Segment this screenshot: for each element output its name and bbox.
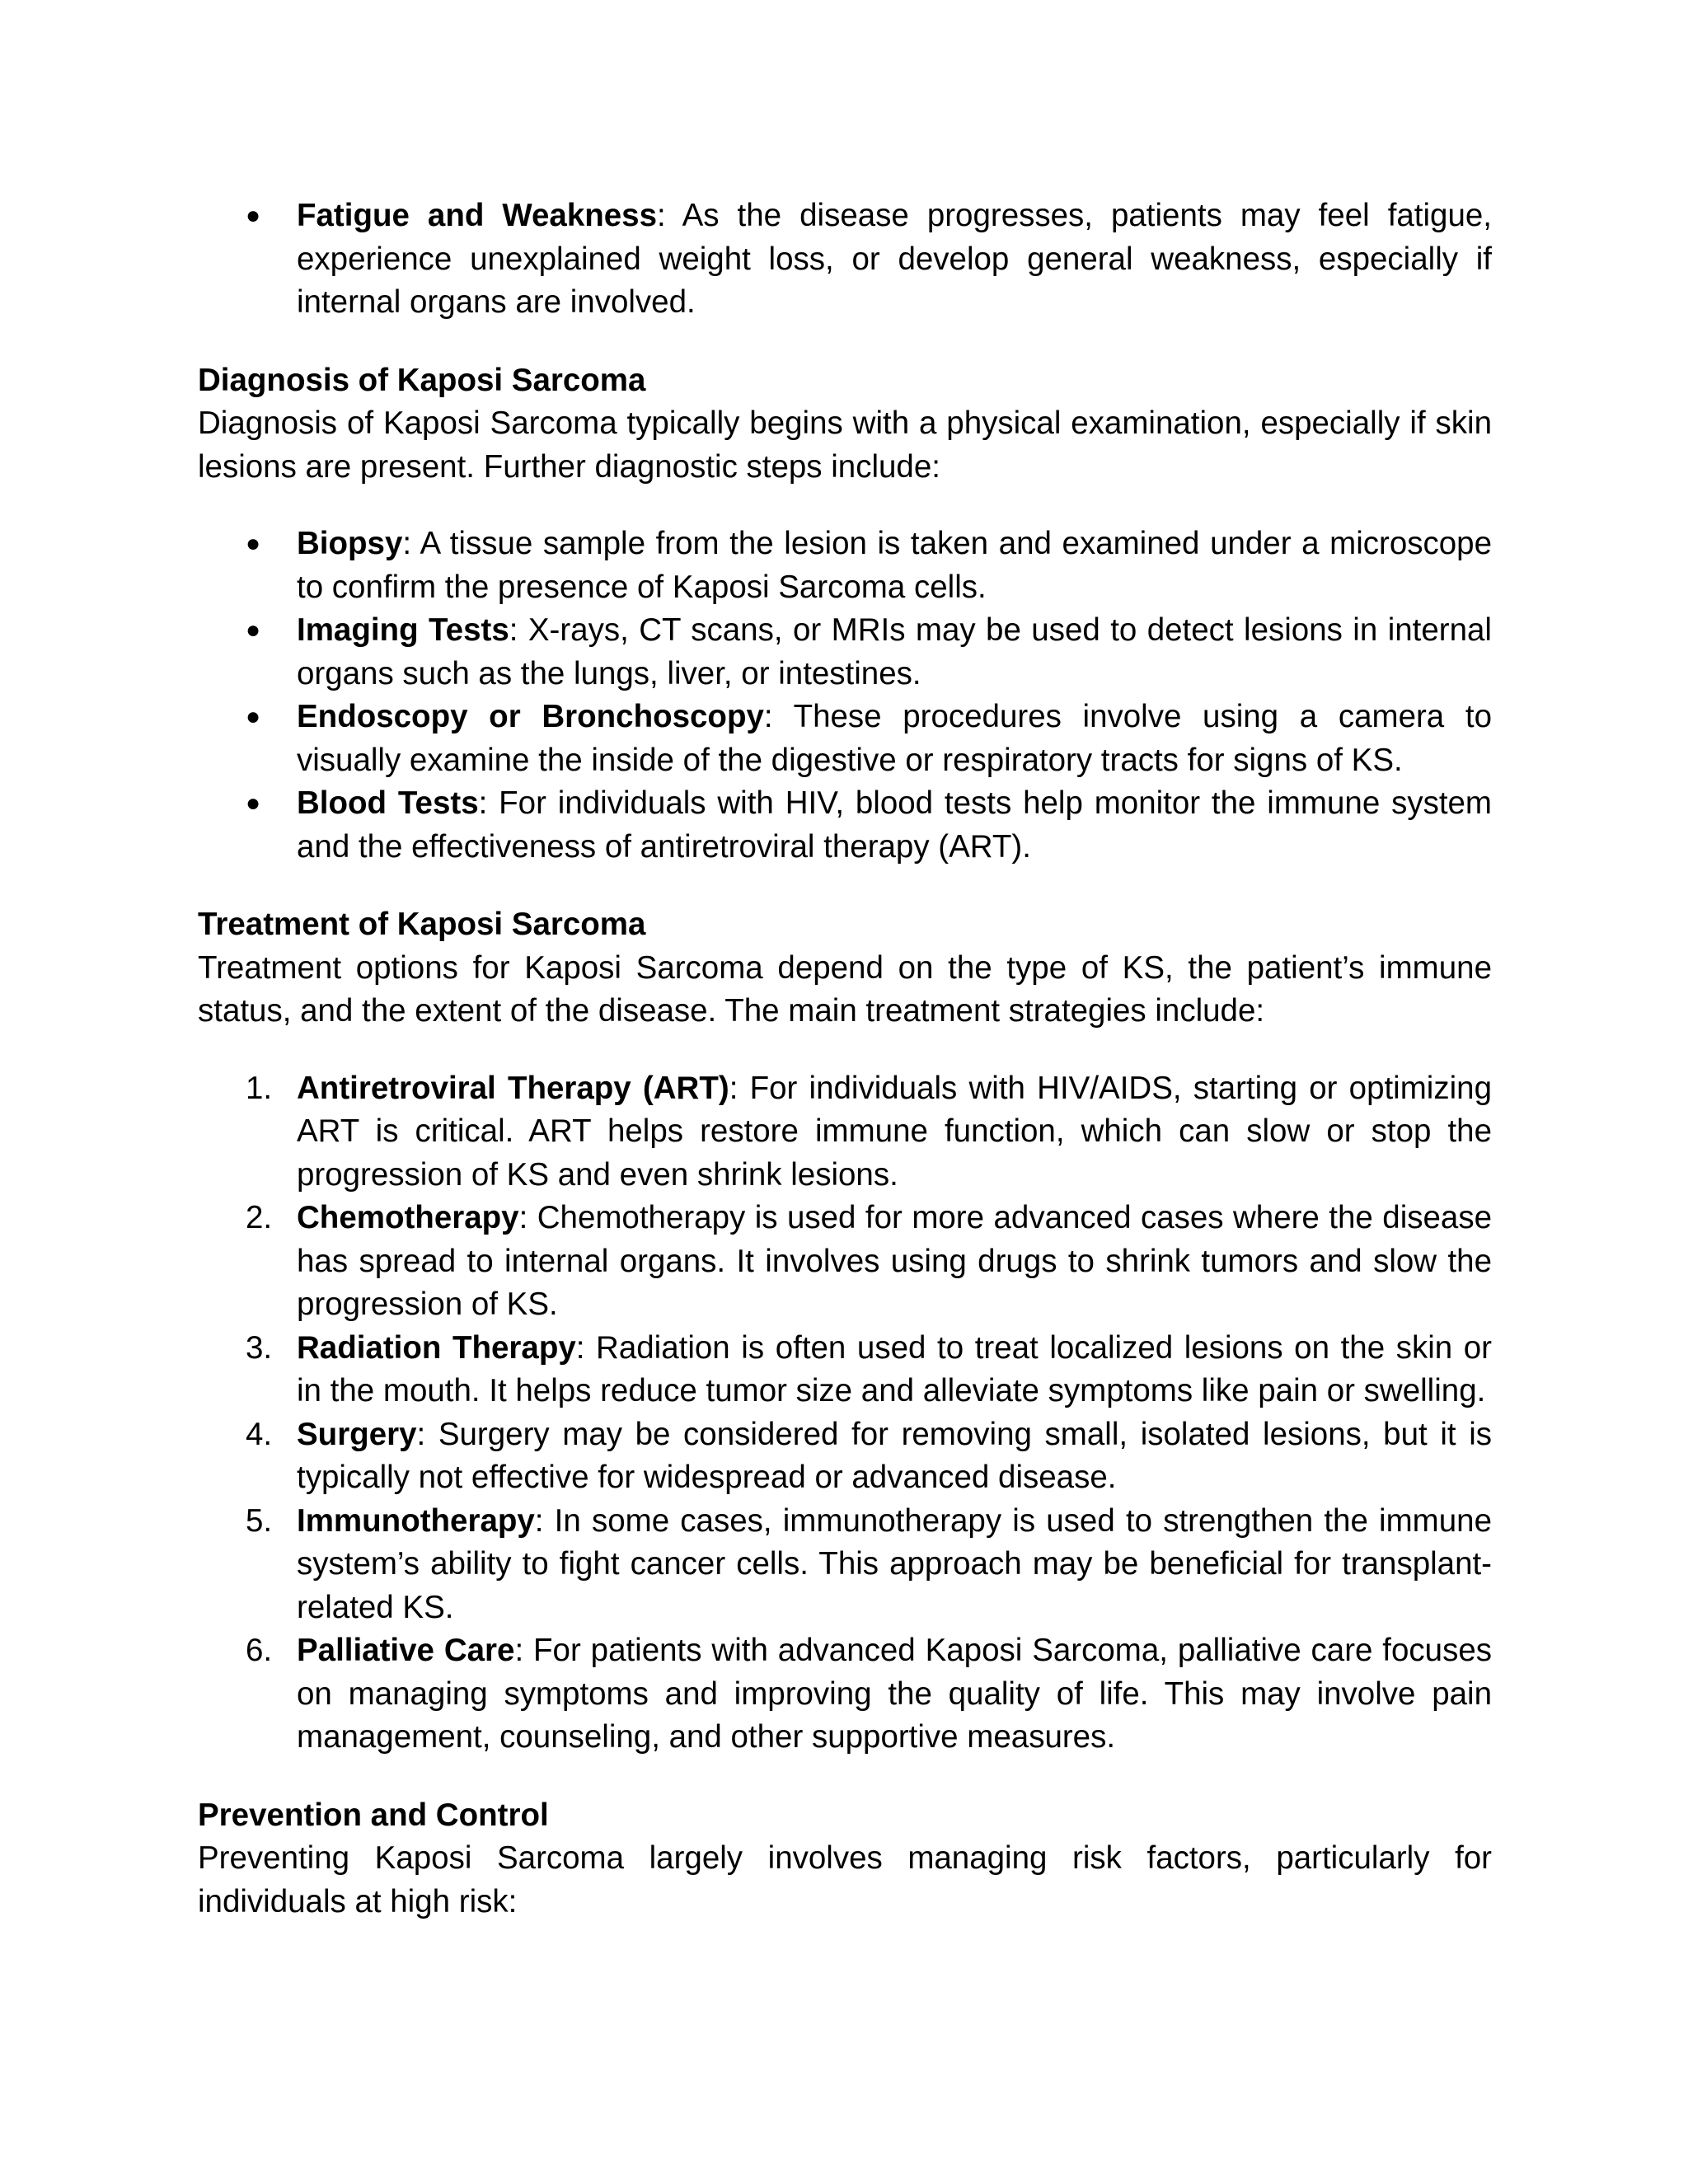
bullet-icon: ●: [246, 703, 261, 730]
list-item: [198, 1197, 1492, 1327]
list-number: 4.: [246, 1416, 273, 1452]
list-number: 6.: [246, 1633, 273, 1668]
list-item: [198, 194, 1492, 325]
list-item: [198, 782, 1492, 869]
section-heading-treatment: Treatment of Kaposi Sarcoma: [198, 907, 646, 942]
list-item: [198, 1413, 1492, 1500]
item-text: : Radiation is often used to treat localized lesions on the skin or in the mouth. It helps reduce tumor size and alleviate symptoms like pain or swelling.: [297, 1329, 1492, 1408]
item-text: : For patients with advanced Kaposi Sarcoma, palliative care focuses on managing symptoms and improving the quality of life. This may involve pain management, counseling, and other supportive measures.: [297, 1633, 1492, 1755]
item-text: : For individuals with HIV, blood tests help monitor the immune system and the effectiveness of antiretroviral therapy (ART).: [297, 785, 1492, 865]
bullet-icon: ●: [246, 202, 261, 229]
document-page: [198, 194, 1492, 1924]
diagnosis-list: [198, 523, 1492, 869]
diagnosis-intro: Diagnosis of Kaposi Sarcoma typically begins with a physical examination, especially if skin lesions are present. Further diagnostic steps include:: [198, 405, 1492, 485]
item-text: : For individuals with HIV/AIDS, starting or optimizing ART is critical. ART helps restore immune function, which can slow or stop the progression of KS and even shrink lesions.: [297, 1070, 1492, 1193]
item-term: Fatigue and Weakness: [297, 198, 658, 233]
item-text: : X-rays, CT scans, or MRIs may be used to detect lesions in internal organs such as the lungs, liver, or intestines.: [297, 612, 1492, 691]
list-number: 2.: [246, 1200, 273, 1235]
list-item: [198, 1327, 1492, 1413]
item-term: Surgery: [297, 1416, 417, 1452]
item-term: Radiation Therapy: [297, 1329, 576, 1366]
item-term: Biopsy: [297, 526, 403, 561]
list-item: [198, 523, 1492, 609]
list-number: 1.: [246, 1070, 273, 1106]
item-text: : Chemotherapy is used for more advanced cases where the disease has spread to internal organs. It involves using drugs to shrink tumors and slow the progression of KS.: [297, 1200, 1492, 1322]
item-text: : Surgery may be considered for removing small, isolated lesions, but it is typically not effective for widespread or advanced disease.: [297, 1416, 1492, 1495]
list-item: [198, 1500, 1492, 1630]
item-term: Antiretroviral Therapy (ART): [297, 1070, 729, 1106]
symptoms-list: [198, 194, 1492, 325]
item-term: Blood Tests: [297, 785, 479, 821]
prevention-intro: Preventing Kaposi Sarcoma largely involves managing risk factors, particularly for individuals at high risk:: [198, 1840, 1492, 1919]
list-item: [198, 609, 1492, 696]
bullet-icon: ●: [246, 790, 261, 817]
list-number: 5.: [246, 1502, 273, 1539]
treatment-list: [198, 1067, 1492, 1760]
item-term: Chemotherapy: [297, 1200, 519, 1235]
item-term: Immunotherapy: [297, 1502, 535, 1539]
list-number: 3.: [246, 1329, 273, 1366]
item-term: Palliative Care: [297, 1633, 515, 1668]
treatment-intro: Treatment options for Kaposi Sarcoma depend on the type of KS, the patient’s immune status, and the extent of the disease. The main treatment strategies include:: [198, 949, 1492, 1029]
item-term: Imaging Tests: [297, 612, 509, 648]
bullet-icon: ●: [246, 530, 261, 557]
section-heading-diagnosis: Diagnosis of Kaposi Sarcoma: [198, 362, 646, 398]
list-item: [198, 1629, 1492, 1760]
item-text: : These procedures involve using a camera to visually examine the inside of the digestive or respiratory tracts for signs of KS.: [297, 699, 1492, 778]
bullet-icon: ●: [246, 616, 261, 644]
item-text: : As the disease progresses, patients may feel fatigue, experience unexplained weight loss, or develop general weakness, especially if internal organs are involved.: [297, 198, 1492, 320]
list-item: [198, 1067, 1492, 1197]
section-heading-prevention: Prevention and Control: [198, 1797, 549, 1833]
list-item: [198, 696, 1492, 782]
item-term: Endoscopy or Bronchoscopy: [297, 699, 764, 734]
item-text: : In some cases, immunotherapy is used to strengthen the immune system’s ability to fight cancer cells. This approach may be beneficial for transplant-related KS.: [297, 1502, 1492, 1625]
item-text: : A tissue sample from the lesion is taken and examined under a microscope to confirm the presence of Kaposi Sarcoma cells.: [297, 526, 1492, 605]
